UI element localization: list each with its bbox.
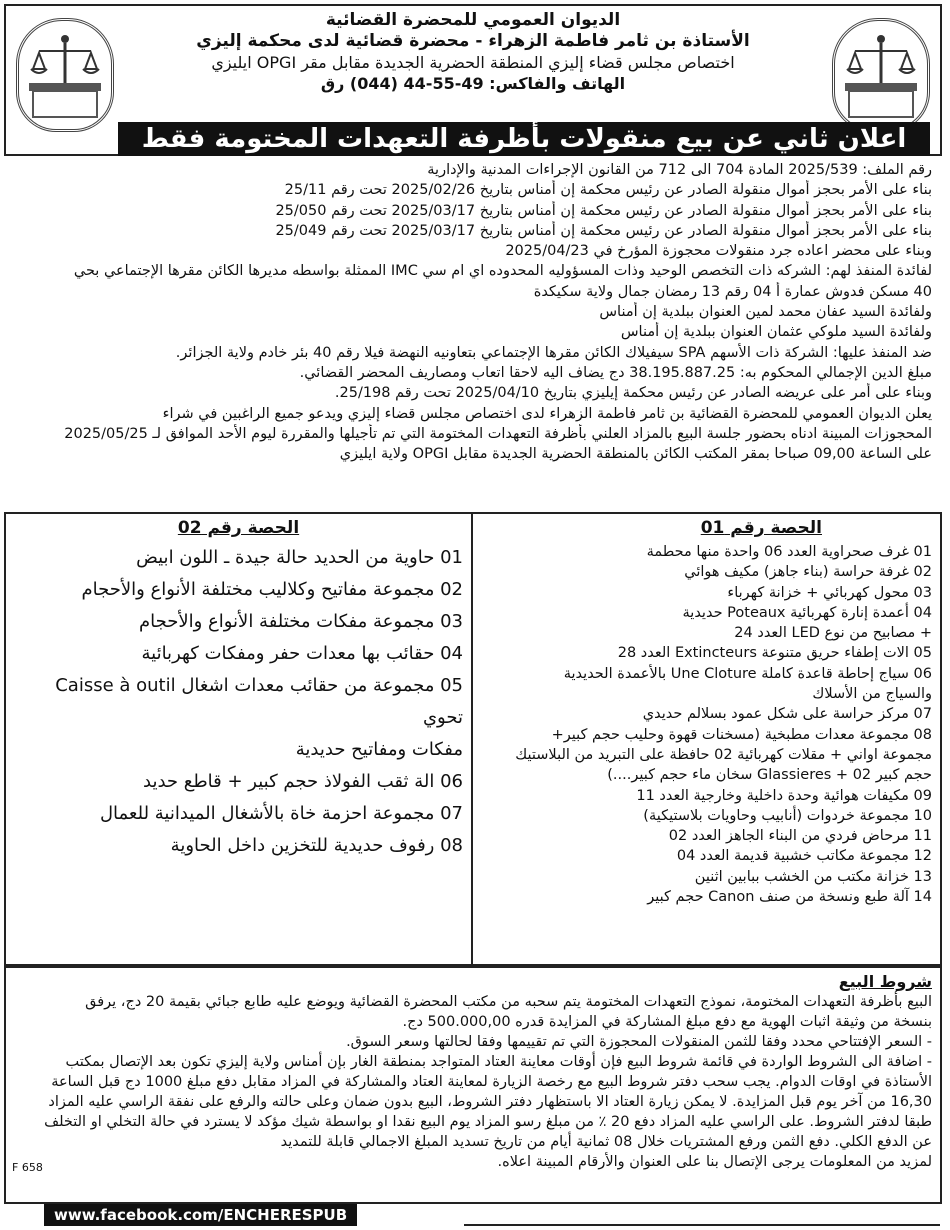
condition-line: لمزيد من المعلومات يرجى الإتصال بنا على العنوان والأرقام المبينة اعلاه. [497, 1154, 932, 1170]
body-line: على الساعة 09,00 صباحا بمقر المكتب الكائن بالمنطقة الحضرية الجديدة مقابل OPGI ولاية ايليزي [339, 446, 932, 463]
justice-scales-logo-left [16, 18, 114, 132]
lot-item: 11 مرحاض فردي من البناء الجاهز العدد 02 [668, 828, 932, 845]
body-line: وبناء على محضر اعاده جرد منقولات محجوزة المؤرخ في 2025/04/23 [505, 243, 932, 260]
body-line: يعلن الديوان العمومي للمحضرة القضائية بن ثامر فاطمة الزهراء لدى اختصاص مجلس قضاء إليزي ويدعو جميع الراغبين في شراء [162, 405, 932, 422]
reference-code: F 658 [12, 1161, 43, 1174]
header [4, 4, 942, 156]
lot-item: 12 مجموعة مكاتب خشبية قديمة العدد 04 [676, 848, 932, 865]
lot-item: + مصابيح من نوع LED العدد 24 [734, 625, 932, 642]
lot-item: 06 سياج إحاطة قاعدة كاملة Une Cloture بالأعمدة الحديدية [563, 665, 932, 682]
condition-line: بنسخة من وثيقة اثبات الهوية مع دفع مبلغ المشاركة في المزايدة قدره 500.000,00 دج. [402, 1014, 932, 1030]
lot-item: 10 مجموعة خردوات (أنابيب وحاويات بلاستيكية) [643, 807, 932, 824]
body-line: ضد المنفذ عليها: الشركة ذات الأسهم SPA سيفيلاك الكائن مقرها الإجتماعي بتعاونيه النهضة فيلا رقم 40 بئر خادم ولاية الجزائر. [175, 344, 932, 361]
body-line: بناء على الأمر بحجز أموال منقولة الصادر عن رئيس محكمة إن أمناس بتاريخ 2025/02/26 تحت رقم 25/11 [284, 182, 932, 199]
lot-01-title: الحصة رقم 01 [700, 518, 822, 538]
condition-line: عن الدفع الكلي. دفع الثمن ورفع المشتريات خلال 08 ثمانية أيام من تاريخ تسديد المبلغ الاجمالي قابلة للتمديد [280, 1134, 932, 1150]
announcement-banner: اعلان ثاني عن بيع منقولات بأظرفة التعهدات المختومة فقط [118, 122, 930, 156]
lot-01-column [471, 514, 940, 964]
lot-item: 06 الة ثقب الفولاذ حجم كبير + قاطع حديد [143, 771, 463, 792]
lot-item: 13 خزانة مكتب من الخشب ببابين اثنين [694, 868, 932, 885]
office-name: الديوان العمومي للمحضرة القضائية [325, 10, 621, 30]
lot-02-title: الحصة رقم 02 [177, 518, 300, 538]
condition-line: - السعر الإفتتاحي محدد وفقا للثمن المنقولات المحجوزة التي تم تقييمها وفقا لحالتها وسعر السوق. [346, 1034, 932, 1050]
lot-item: 08 مجموعة معدات مطبخية (مسخنات قهوة وحليب حجم كبير+ [551, 726, 932, 743]
body-line: بناء على الأمر بحجز أموال منقولة الصادر عن رئيس محكمة إن أمناس بتاريخ 2025/03/17 تحت رقم 25/049 [275, 222, 932, 239]
condition-line: البيع بأظرفة التعهدات المختومة، نموذج التعهدات المختومة يتم سحبه من مكتب المحضرة القضائية ويوضع عليه طابع جبائي بقيمة 20 دج، يرفق [85, 994, 932, 1010]
lot-item: 04 حقائب بها معدات حفر ومفكات كهربائية [141, 643, 463, 664]
body-line: مبلغ الدين الإجمالي المحكوم به: 38.195.887.25 دج يضاف اليه لاحقا اتعاب ومصاريف المحضر القضائي. [299, 364, 932, 381]
lot-item: 02 غرفة حراسة (بناء جاهز) مكيف هوائي [684, 564, 932, 581]
body-line: ولفائدة السيد ملوكي عثمان العنوان ببلدية إن أمناس [620, 324, 932, 341]
condition-line: - اضافة الى الشروط الواردة في قائمة شروط البيع فإن أوقات معاينة العتاد المتواجد بمنطقة الغار بإن أمناس ولاية إليزي تكون بعد الإتصال بمكتب [65, 1054, 932, 1070]
body-line: بناء على الأمر بحجز أموال منقولة الصادر عن رئيس محكمة إن أمناس بتاريخ 2025/03/17 تحت رقم 25/050 [275, 202, 932, 219]
lot-item: مجموعة اواني + مقلات كهربائية 02 حافظة على التبريد من البلاستيك [515, 746, 932, 763]
condition-line: طبقا لدفتر الشروط. على الراسي عليه المزاد دفع 20 ٪ من مبلغ رسو المزاد يوم البيع نقدا او بواسطة شيك مؤكد لا يسترد في حالة التخلي او التخلف [44, 1114, 932, 1130]
lot-item: 03 محول كهربائي + خزانة كهرباء [727, 584, 932, 601]
condition-line: 16,30 من آخر يوم قبل المزايدة. لا يمكن زيارة العتاد الا باستظهار دفتر الشروط، البيع بدون ضمان وعلى حالته والرفع على نفقة الراسي عليه المزاد [48, 1094, 932, 1110]
lot-item: 02 مجموعة مفاتيح وكلاليب مختلفة الأنواع والأحجام [81, 579, 463, 600]
body-line: 40 مسكن فدوش عمارة أ 04 رقم 13 رمضان جمال ولاية سكيكدة [533, 283, 932, 300]
sale-conditions-title: شروط البيع [838, 972, 932, 991]
lot-item: 07 مركز حراسة على شكل عمود بسلالم حديدي [642, 706, 932, 723]
lot-item: 09 مكيفات هوائية وحدة داخلية وخارجية العدد 11 [636, 787, 932, 804]
lot-item: 07 مجموعة احزمة خاة بالأشغال الميدانية للعمال [99, 803, 463, 824]
announcement-body [4, 156, 942, 468]
lot-item: 03 مجموعة مفكات مختلفة الأنواع والأحجام [138, 611, 463, 632]
lot-item: 05 مجموعة من حقائب معدات اشغال Caisse à outil تحوي [55, 675, 463, 728]
office-address: اختصاص مجلس قضاء إليزي المنطقة الحضرية الجديدة مقابل مقر OPGI ايليزي [211, 53, 735, 72]
sale-conditions [4, 966, 942, 1204]
announcement-page [4, 4, 942, 1224]
lot-item: 14 آلة طبع ونسخة من صنف Canon حجم كبير [647, 889, 932, 906]
lots-section [4, 512, 942, 966]
lot-item: 01 غرف صحراوية العدد 06 واحدة منها محطمة [646, 544, 932, 560]
body-line: ولفائدة السيد عفان محمد لمين العنوان ببلدية إن أمناس [599, 304, 932, 321]
facebook-link[interactable]: www.facebook.com/ENCHERESPUB [44, 1204, 357, 1226]
body-line: المحجوزات المبينة ادناه بحضور جلسة البيع بالمزاد العلني بأظرفة التعهدات المختومة التي تم تأجيلها والمقررة ليوم الأحد الموافق لـ 2025/05/25 [64, 425, 932, 442]
bailiff-name: الأستاذة بن ثامر فاطمة الزهراء - محضرة قضائية لدى محكمة إليزي [196, 31, 750, 51]
lot-item: 04 أعمدة إنارة كهربائية Poteaux حديدية [682, 604, 932, 621]
body-line: لفائدة المنفذ لهم: الشركه ذات التخصص الوحيد وذات المسؤوليه المحدوده اي ام سي IMC الممثلة بواسطه مديرها الكائن مقرها الإجتماعي بحي [73, 263, 932, 280]
body-line: وبناء على أمر على عريضه الصادر عن رئيس محكمة إيليزي بتاريخ 2025/04/10 تحت رقم 25/198. [334, 385, 932, 402]
lot-item: مفكات ومفاتيح حديدية [295, 739, 463, 760]
lot-item: حجم كبير 02 + Glassieres سخان ماء حجم كبير....) [607, 767, 932, 784]
condition-line: الأستاذة في اوقات الدوام. يجب سحب دفتر شروط البيع مع رخصة الزيارة لمعاينة العتاد والمشاركة في المزاد مقابل دفع مبلغ 1000 دج قبل الساعة [51, 1074, 932, 1090]
body-line: رقم الملف: 2025/539 المادة 704 الى 712 من القانون الإجراءات المدنية والإدارية [427, 162, 932, 178]
office-phone: الهاتف والفاكس: 49-55-44 (044) رق [320, 74, 626, 93]
lot-item: والسياج من الأسلاك [812, 686, 932, 703]
header-text [118, 10, 828, 94]
lot-item: 01 حاوية من الحديد حالة جيدة ـ اللون ابيض [136, 547, 463, 568]
footer-divider [464, 1224, 940, 1230]
lot-item: 05 الات إطفاء حريق متنوعة Extincteurs العدد 28 [617, 645, 932, 662]
lot-item: 08 رفوف حديدية للتخزين داخل الحاوية [170, 835, 463, 856]
lot-02-column [6, 514, 471, 964]
justice-scales-logo-right [832, 18, 930, 132]
